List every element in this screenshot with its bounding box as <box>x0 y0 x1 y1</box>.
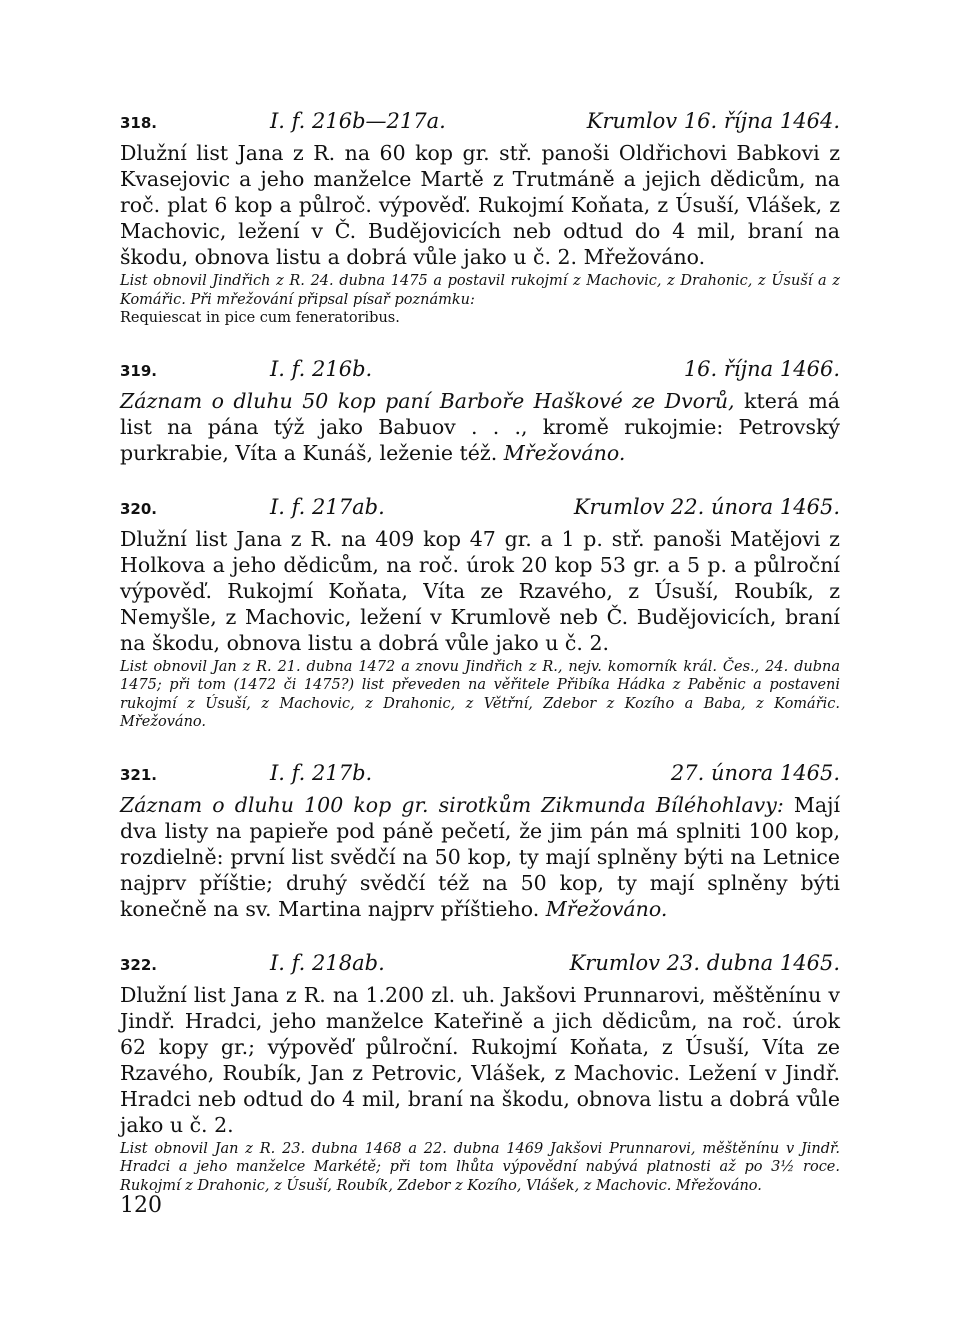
entry-note: List obnovil Jan z R. 23. dubna 1468 a 22. dubna 1469 Jakšovi Prunnarovi, měštěnínu v Jindř. Hradci a jeho manželce Markétě; při tom lhůta výpovědní nabývá platnosti až po 3½ roce. Rukojmí z Drahonic, z Úsuší, Roubík, Zdebor z Kozího, Vlášek, z Machovic. Mřežováno. <box>120 1140 840 1194</box>
entry-body <box>120 792 840 922</box>
entry-body <box>120 388 840 466</box>
entry-number: 322. <box>120 955 158 974</box>
folio-reference: I. f. 216b—217a. <box>270 109 446 133</box>
entry-number: 319. <box>120 361 158 380</box>
folio-reference: I. f. 216b. <box>270 356 373 381</box>
entry-header <box>120 108 840 136</box>
folio-reference: I. f. 218ab. <box>270 950 385 975</box>
entry-date: Krumlov 22. února 1465. <box>573 494 840 519</box>
note-text: List obnovil Jindřich z R. 24. dubna 1475 a postavil rukojmí z Machovic, z Drahonic, z Úsuší a z Komářic. Při mřežování připsal písař poznámku: <box>120 273 840 308</box>
document-page <box>120 108 840 1223</box>
entry-318 <box>120 108 840 328</box>
entry-319 <box>120 356 840 466</box>
body-plain: která má list na pána týž jako Babuov . . ., kromě rukojmie: Petrovský purkrabie, Víta a Kunáš, leženie též. <box>120 388 840 465</box>
entry-body: Dlužní list Jana z R. na 409 kop 47 gr. a 1 p. stř. panoši Matějovi z Holkova a jeho dědicům, na roč. úrok 20 kop 53 gr. a 5 p. a půlroční výpověď. Rukojmí Koňata, Víta ze Rzavého, z Úsuší, Roubík, z Nemyšle, z Machovic, ležení v Krumlově neb Č. Budějovicích, braní na škodu, obnova listu a dobrá vůle jako u č. 2. <box>120 526 840 655</box>
page-number: 120 <box>120 1193 162 1218</box>
entry-date: Krumlov 23. dubna 1465. <box>569 950 840 975</box>
body-italic: Záznam o dluhu 50 kop paní Barboře Haškové ze Dvorů, <box>120 388 735 413</box>
entry-body: Dlužní list Jana z R. na 60 kop gr. stř. panoši Oldřichovi Babkovi z Kvasejovic a jeho manželce Martě z Trutmáně a jejich dědicům, na roč. plat 6 kop a půlroč. výpověď. Rukojmí Koňata, z Úsuší, Vlášek, z Machovic, ležení v Č. Budějovicích neb odtud do 4 mil, braní na škodu, obnova listu a dobrá vůle jako u č. 2. Mřežováno. <box>120 141 840 269</box>
entry-header <box>120 950 840 978</box>
entry-322 <box>120 950 840 1196</box>
folio-reference: I. f. 217b. <box>270 760 373 785</box>
entry-date: 27. února 1465. <box>670 760 840 785</box>
entry-number: 318. <box>120 114 158 132</box>
entry-number: 321. <box>120 765 158 784</box>
entry-note <box>120 272 840 328</box>
body-plain: Mají dva listy na papieře pod páně pečetí, že jim pán má splniti 100 kop, rozdielně: první list svědčí na 50 kop, ty mají splněny býti na Letnice najprv příštie; druhý svědčí též na 50 kop, ty mají splněny býti konečně na sv. Martina najprv příštieho. <box>120 792 840 921</box>
body-end: Mřežováno. <box>503 440 626 465</box>
entry-date: 16. října 1466. <box>683 356 840 381</box>
entry-number: 320. <box>120 499 158 518</box>
entry-body: Dlužní list Jana z R. na 1.200 zl. uh. Jakšovi Prunnarovi, měštěnínu v Jindř. Hradci, jeho manželce Kateřině a jich dědicům, na roč. úrok 62 kopy gr.; výpověď půlroční. Rukojmí Koňata, z Úsuší, Víta ze Rzavého, Roubík, Jan z Petrovic, Vlášek, z Machovic. Ležení v Jindř. Hradci neb odtud do 4 mil, braní na škodu, obnova listu a dobrá vůle jako u č. 2. <box>120 982 840 1137</box>
entry-320 <box>120 494 840 732</box>
folio-reference: I. f. 217ab. <box>270 494 385 519</box>
entry-date: Krumlov 16. října 1464. <box>586 109 840 133</box>
entry-header <box>120 760 840 788</box>
body-end: Mřežováno. <box>545 896 668 921</box>
entry-note: List obnovil Jan z R. 21. dubna 1472 a znovu Jindřich z R., nejv. komorník král. Čes., 24. dubna 1475; při tom (1472 či 1475?) list převeden na věřitele Přibíka Hádka z Paběnic a postaveni rukojmí z Úsuší, z Machovic, z Drahonic, z Větřní, Zdebor z Kozího a Baba, z Komářic. Mřežováno. <box>120 658 840 730</box>
note-quote: Requiescat in pice cum feneratoribus. <box>120 310 400 326</box>
entry-header <box>120 356 840 384</box>
body-italic: Záznam o dluhu 100 kop gr. sirotkům Zikmunda Bíléhohlavy: <box>120 792 784 817</box>
entry-321 <box>120 760 840 922</box>
entry-header <box>120 494 840 522</box>
